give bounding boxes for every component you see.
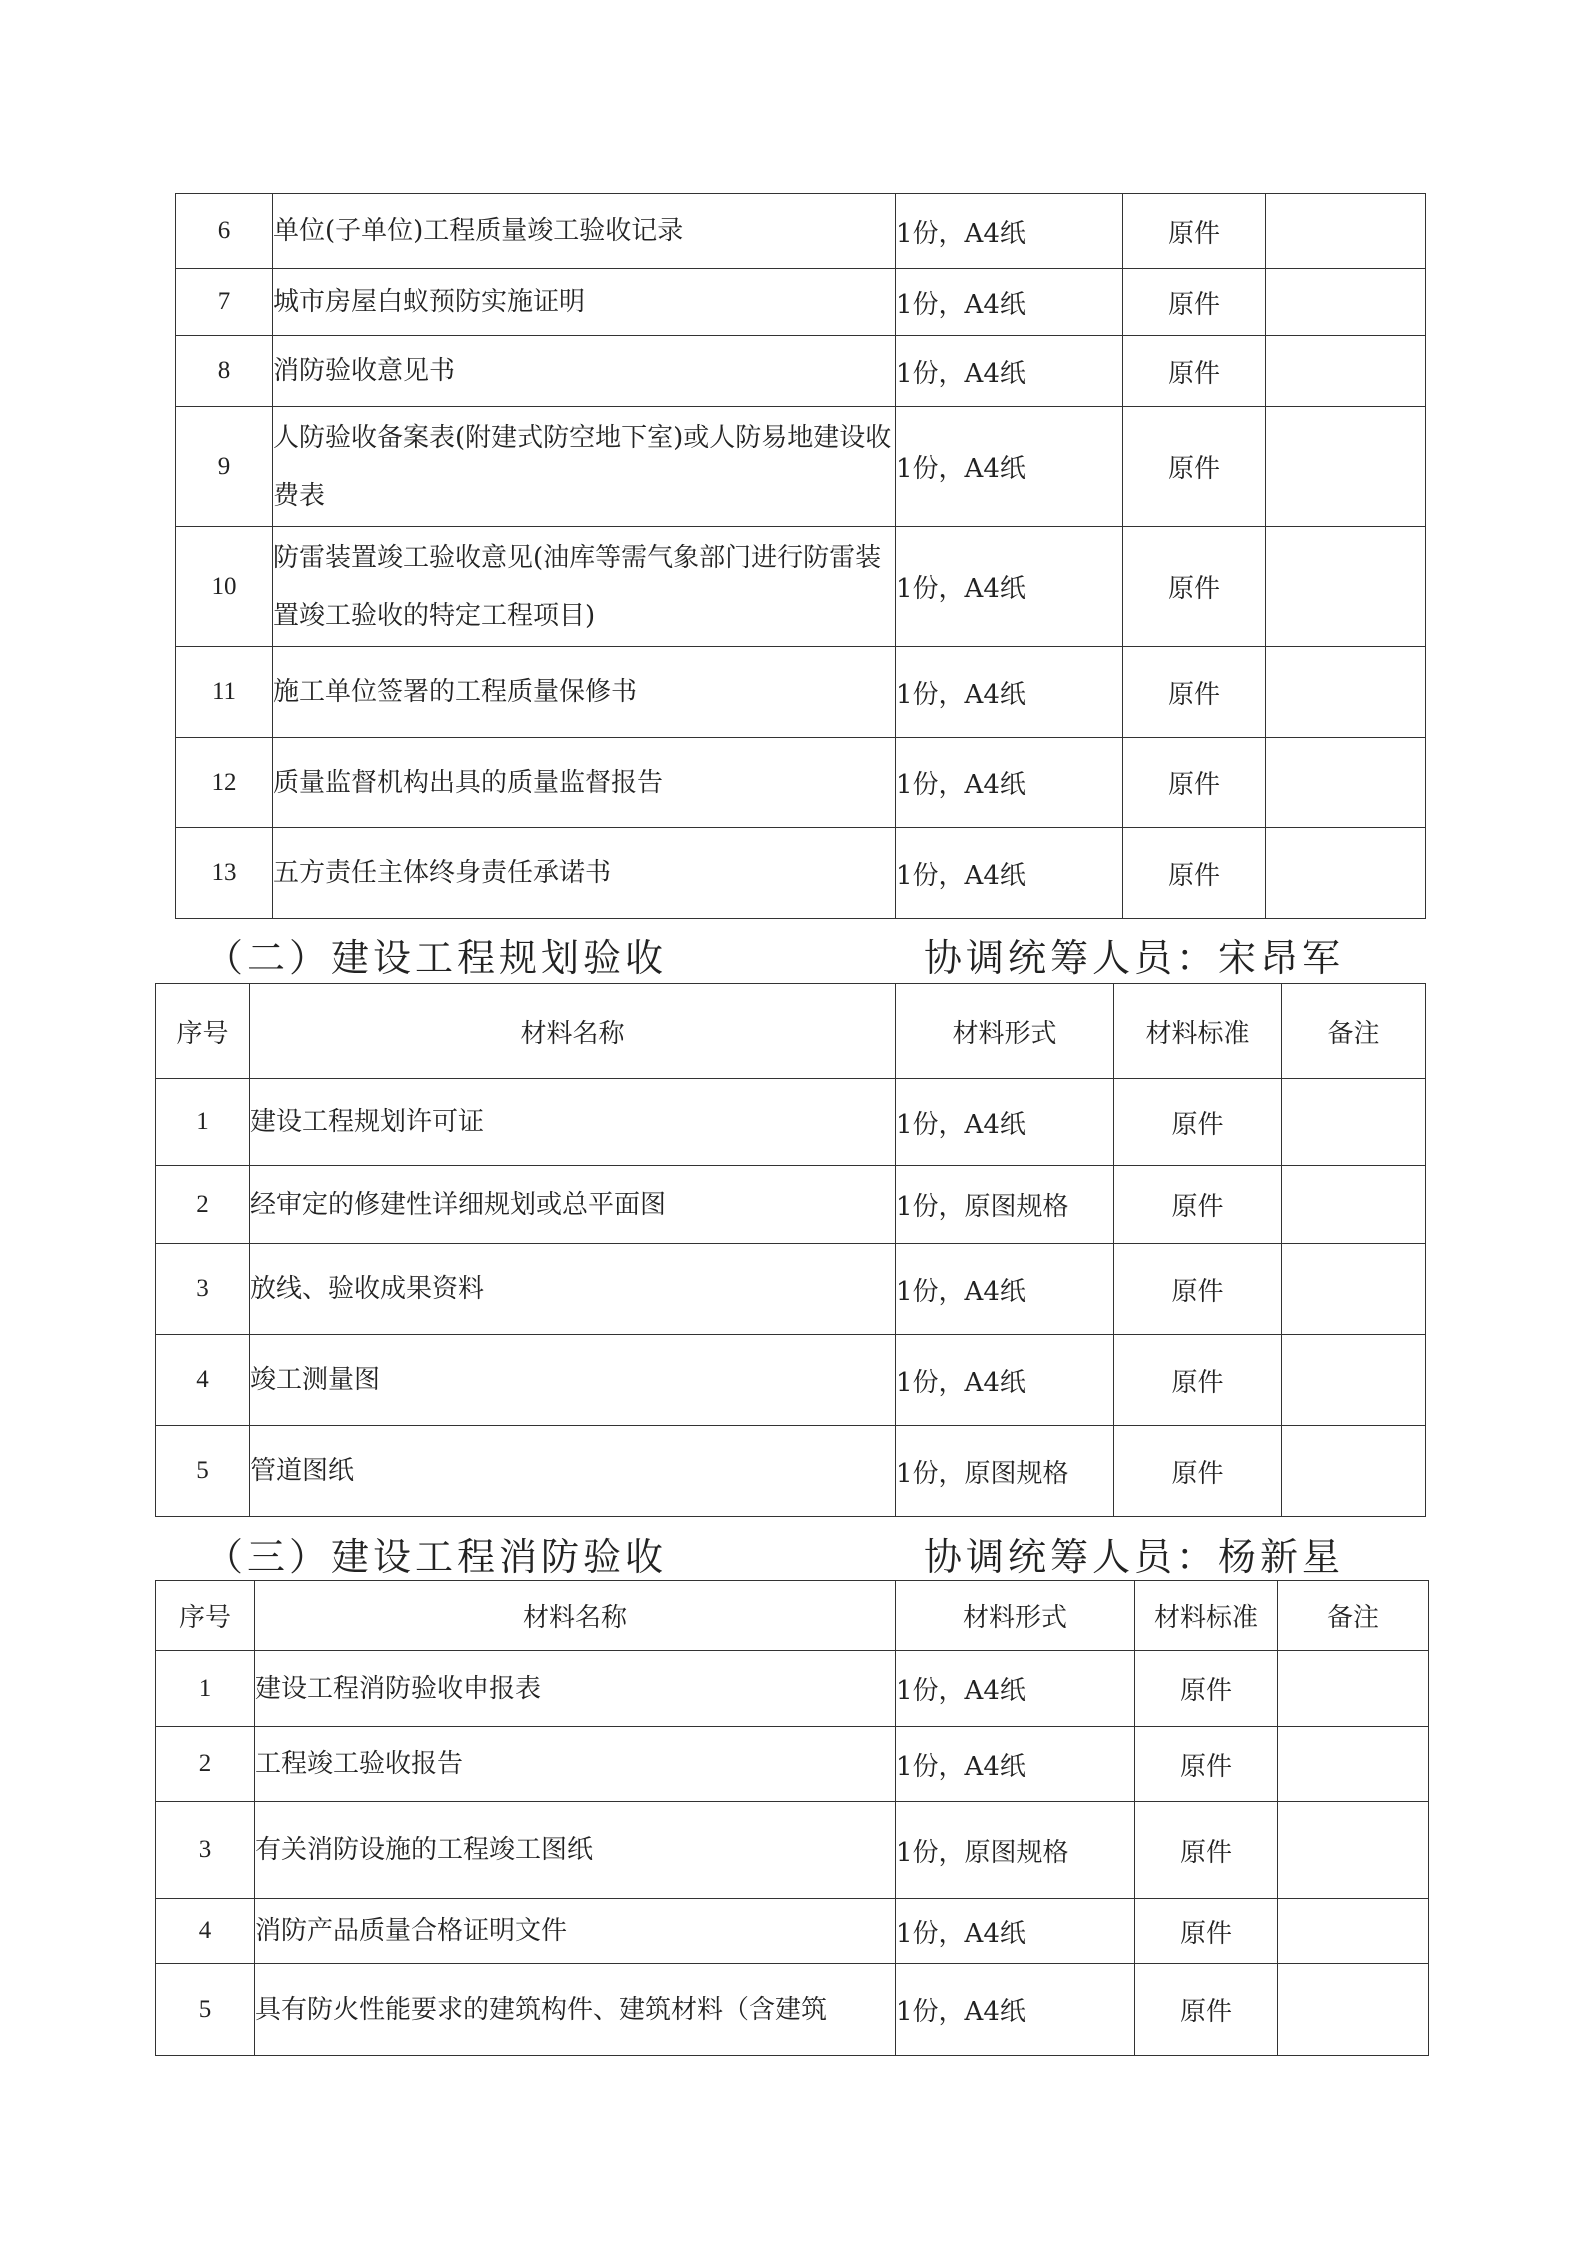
material-name: 五方责任主体终身责任承诺书 — [273, 828, 896, 919]
material-standard: 原件 — [1123, 407, 1266, 527]
material-format: 1份，A4纸 — [896, 738, 1123, 828]
material-name: 质量监督机构出具的质量监督报告 — [273, 738, 896, 828]
table-row — [156, 1802, 1429, 1899]
material-format: 1份，A4纸 — [896, 194, 1123, 269]
material-note — [1278, 1802, 1429, 1899]
material-format: 1份，A4纸 — [896, 1079, 1114, 1166]
material-format: 1份，A4纸 — [896, 1899, 1135, 1964]
material-name: 管道图纸 — [250, 1426, 896, 1517]
header-format: 材料形式 — [896, 1581, 1135, 1651]
row-number: 1 — [156, 1651, 255, 1727]
material-standard: 原件 — [1114, 1426, 1282, 1517]
row-number: 13 — [176, 828, 273, 919]
table-row — [176, 527, 1426, 647]
material-note — [1266, 269, 1426, 336]
material-format: 1份，原图规格 — [896, 1802, 1135, 1899]
header-note: 备注 — [1278, 1581, 1429, 1651]
row-number: 7 — [176, 269, 273, 336]
material-standard: 原件 — [1135, 1651, 1278, 1727]
row-number: 5 — [156, 1964, 255, 2056]
material-format: 1份，A4纸 — [896, 828, 1123, 919]
material-standard: 原件 — [1135, 1964, 1278, 2056]
table-row — [176, 828, 1426, 919]
material-format: 1份，A4纸 — [896, 336, 1123, 407]
material-standard: 原件 — [1123, 269, 1266, 336]
header-standard: 材料标准 — [1135, 1581, 1278, 1651]
row-number: 6 — [176, 194, 273, 269]
table-row — [176, 269, 1426, 336]
table-row — [156, 1426, 1426, 1517]
material-note — [1278, 1899, 1429, 1964]
material-standard: 原件 — [1135, 1802, 1278, 1899]
material-standard: 原件 — [1114, 1079, 1282, 1166]
table-row — [156, 1244, 1426, 1335]
table-row — [156, 1964, 1429, 2056]
row-number: 2 — [156, 1727, 255, 1802]
material-name: 工程竣工验收报告 — [255, 1727, 896, 1802]
material-name: 消防验收意见书 — [273, 336, 896, 407]
material-name: 城市房屋白蚁预防实施证明 — [273, 269, 896, 336]
material-note — [1266, 527, 1426, 647]
row-number: 4 — [156, 1335, 250, 1426]
material-format: 1份，A4纸 — [896, 1335, 1114, 1426]
section-2-coordinator: 协调统筹人员：宋昂军 — [924, 936, 1345, 980]
material-note — [1266, 407, 1426, 527]
material-note — [1266, 647, 1426, 738]
material-note — [1282, 1244, 1426, 1335]
table-row — [176, 194, 1426, 269]
material-name: 防雷装置竣工验收意见(油库等需气象部门进行防雷装置竣工验收的特定工程项目) — [273, 527, 896, 647]
material-name: 竣工测量图 — [250, 1335, 896, 1426]
material-name: 放线、验收成果资料 — [250, 1244, 896, 1335]
material-note — [1278, 1964, 1429, 2056]
material-format: 1份，A4纸 — [896, 1244, 1114, 1335]
material-note — [1278, 1651, 1429, 1727]
material-standard: 原件 — [1114, 1335, 1282, 1426]
material-format: 1份，A4纸 — [896, 1727, 1135, 1802]
material-name: 建设工程规划许可证 — [250, 1079, 896, 1166]
material-format: 1份，A4纸 — [896, 647, 1123, 738]
section-2-title: （二）建设工程规划验收 — [205, 936, 668, 980]
material-standard: 原件 — [1114, 1166, 1282, 1244]
material-standard: 原件 — [1123, 738, 1266, 828]
header-name: 材料名称 — [250, 984, 896, 1079]
material-note — [1266, 828, 1426, 919]
section-3-coordinator: 协调统筹人员：杨新星 — [924, 1535, 1345, 1579]
row-number: 3 — [156, 1244, 250, 1335]
material-note — [1278, 1727, 1429, 1802]
table-row — [156, 1651, 1429, 1727]
material-format: 1份，A4纸 — [896, 527, 1123, 647]
material-standard: 原件 — [1114, 1244, 1282, 1335]
material-standard: 原件 — [1123, 527, 1266, 647]
row-number: 4 — [156, 1899, 255, 1964]
row-number: 9 — [176, 407, 273, 527]
table-row — [156, 1727, 1429, 1802]
header-note: 备注 — [1282, 984, 1426, 1079]
table-row — [156, 1899, 1429, 1964]
material-name: 单位(子单位)工程质量竣工验收记录 — [273, 194, 896, 269]
table-header-row — [156, 1581, 1429, 1651]
material-format: 1份，原图规格 — [896, 1426, 1114, 1517]
material-note — [1282, 1426, 1426, 1517]
materials-table-2 — [155, 983, 1426, 1517]
material-standard: 原件 — [1123, 828, 1266, 919]
header-number: 序号 — [156, 984, 250, 1079]
row-number: 1 — [156, 1079, 250, 1166]
material-note — [1282, 1079, 1426, 1166]
row-number: 5 — [156, 1426, 250, 1517]
table-row — [176, 738, 1426, 828]
material-format: 1份，A4纸 — [896, 407, 1123, 527]
material-note — [1266, 194, 1426, 269]
material-standard: 原件 — [1135, 1727, 1278, 1802]
section-3-title: （三）建设工程消防验收 — [205, 1535, 668, 1579]
header-standard: 材料标准 — [1114, 984, 1282, 1079]
table-header-row — [156, 984, 1426, 1079]
material-standard: 原件 — [1135, 1899, 1278, 1964]
table-row — [156, 1166, 1426, 1244]
material-name: 建设工程消防验收申报表 — [255, 1651, 896, 1727]
material-format: 1份，A4纸 — [896, 1964, 1135, 2056]
material-name: 经审定的修建性详细规划或总平面图 — [250, 1166, 896, 1244]
material-format: 1份，A4纸 — [896, 269, 1123, 336]
material-name: 人防验收备案表(附建式防空地下室)或人防易地建设收费表 — [273, 407, 896, 527]
material-name: 具有防火性能要求的建筑构件、建筑材料（含建筑 — [255, 1964, 896, 2056]
material-format: 1份，A4纸 — [896, 1651, 1135, 1727]
material-name: 有关消防设施的工程竣工图纸 — [255, 1802, 896, 1899]
materials-table-1 — [175, 193, 1426, 919]
material-standard: 原件 — [1123, 647, 1266, 738]
row-number: 11 — [176, 647, 273, 738]
material-note — [1282, 1166, 1426, 1244]
table-row — [176, 407, 1426, 527]
material-note — [1266, 336, 1426, 407]
row-number: 2 — [156, 1166, 250, 1244]
table-row — [156, 1335, 1426, 1426]
material-standard: 原件 — [1123, 194, 1266, 269]
material-note — [1282, 1335, 1426, 1426]
table-row — [156, 1079, 1426, 1166]
row-number: 3 — [156, 1802, 255, 1899]
table-row — [176, 336, 1426, 407]
materials-table-3 — [155, 1580, 1429, 2056]
row-number: 12 — [176, 738, 273, 828]
material-name: 施工单位签署的工程质量保修书 — [273, 647, 896, 738]
table-row — [176, 647, 1426, 738]
header-format: 材料形式 — [896, 984, 1114, 1079]
material-format: 1份，原图规格 — [896, 1166, 1114, 1244]
material-standard: 原件 — [1123, 336, 1266, 407]
row-number: 10 — [176, 527, 273, 647]
header-name: 材料名称 — [255, 1581, 896, 1651]
material-name: 消防产品质量合格证明文件 — [255, 1899, 896, 1964]
header-number: 序号 — [156, 1581, 255, 1651]
material-note — [1266, 738, 1426, 828]
row-number: 8 — [176, 336, 273, 407]
